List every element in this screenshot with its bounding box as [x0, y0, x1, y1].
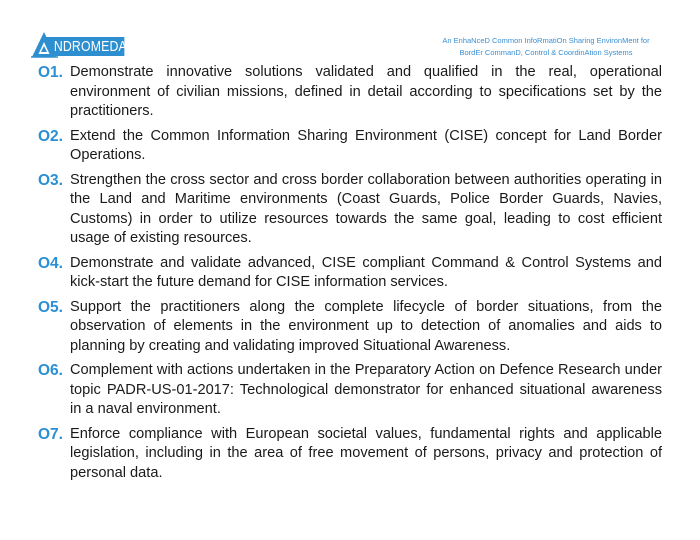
objective-number: O6.	[38, 362, 63, 379]
objective-text: Complement with actions undertaken in the Preparatory Action on Defence Research under topic PADR-US-01-2017: Technological demonstrator for enhanced situational awareness in a naval environment.	[70, 362, 662, 417]
objective-text: Support the practitioners along the complete lifecycle of border situations, from the observation of elements in the environment up to detection of anomalies and aids to planning by creating and validating improved Situational Awareness.	[70, 298, 662, 354]
objective-number: O5.	[38, 298, 63, 316]
objective-text: Demonstrate innovative solutions validated and qualified in the real, operational environment of civilian missions, defined in detail according to specifications set by the practitioners.	[70, 64, 662, 119]
logo-wordmark: NDROMEDA	[44, 37, 124, 56]
objective-item-1	[38, 63, 662, 122]
andromeda-logo	[30, 30, 142, 58]
objectives-list	[38, 63, 662, 488]
objective-number: O7.	[38, 425, 63, 443]
objective-item-2	[38, 127, 662, 166]
project-tagline	[410, 35, 682, 59]
objective-item-3	[38, 171, 662, 249]
objective-text: Extend the Common Information Sharing Environment (CISE) concept for Land Border Operations.	[70, 127, 662, 163]
objective-number: O3.	[38, 171, 63, 189]
objective-number: O2.	[38, 127, 63, 145]
objective-number: O1.	[38, 64, 63, 81]
header	[0, 0, 700, 62]
objective-text: Strengthen the cross sector and cross border collaboration between authorities operating in the Land and Maritime environments (Coast Guards, Police Border Guards, Navies, Customs) in order to utilize resources towards the same goal, leading to cost efficient usage of existing resources.	[70, 171, 662, 246]
objective-text: Demonstrate and validate advanced, CISE compliant Command & Control Systems and kick-start the future demand for CISE information services.	[70, 254, 662, 290]
objective-item-4	[38, 254, 662, 293]
logo-a-icon	[30, 30, 60, 58]
tagline-line-2: BordEr CommanD, Control & CoordinAtion Systems	[459, 48, 633, 57]
tagline-line-1: An EnhaNceD Common InfoRmatiOn Sharing EnvironMent for	[442, 36, 650, 45]
objective-item-6	[38, 361, 662, 420]
objective-text: Enforce compliance with European societal values, fundamental rights and applicable legislation, including in the area of free movement of persons, privacy and protection of personal data.	[70, 425, 662, 481]
objective-item-7	[38, 425, 662, 484]
objective-number: O4.	[38, 254, 63, 272]
objective-item-5	[38, 298, 662, 357]
